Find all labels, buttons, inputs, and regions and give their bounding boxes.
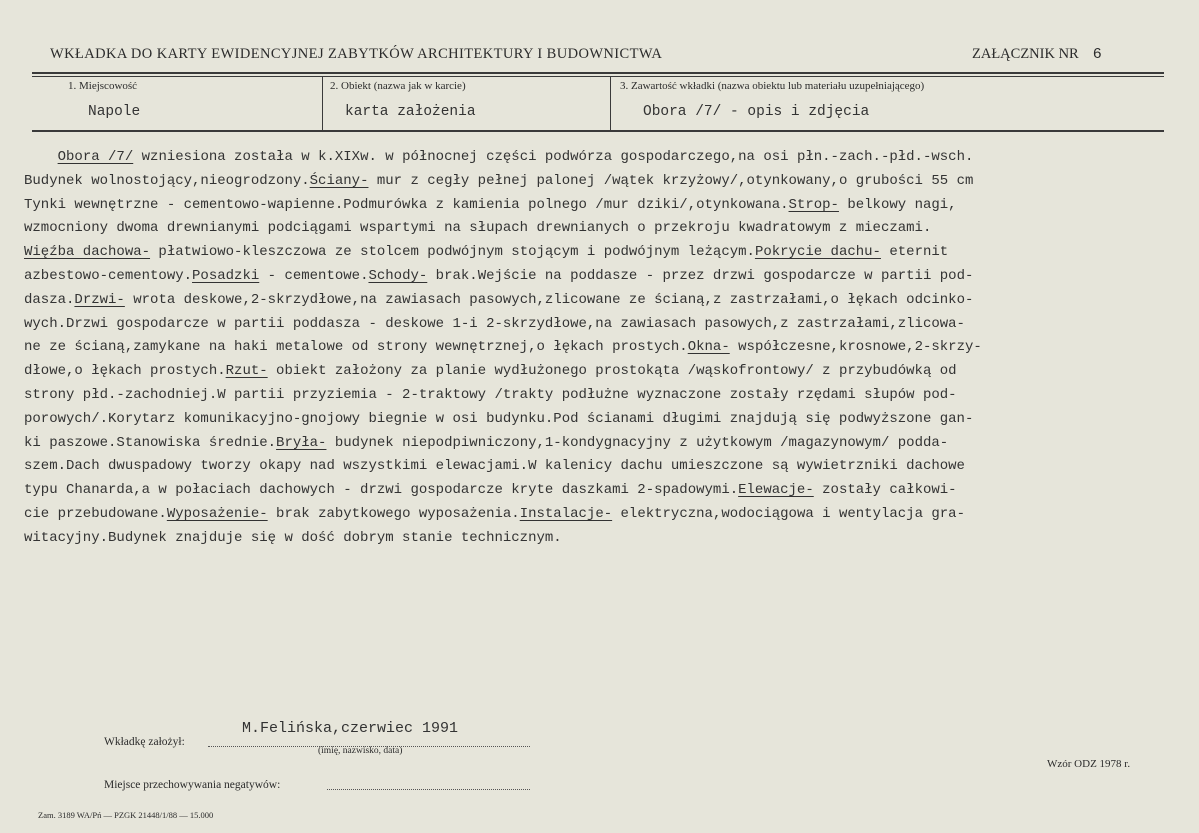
description-segment: zostały całkowi- xyxy=(813,482,957,499)
description-line xyxy=(24,455,1174,479)
annex-label-text: ZAŁĄCZNIK NR xyxy=(972,46,1079,62)
description-line xyxy=(24,360,1174,384)
description-segment: mur z cegły pełnej palonej /wątek krzyżowy/,otynkowany,o grubości 55 cm xyxy=(368,172,974,189)
description-segment: dasza. xyxy=(24,291,75,308)
column-divider-2 xyxy=(610,76,611,131)
description-segment: obiekt założony za planie wydłużonego prostokąta /wąskofrontowy/ z przybudówką od xyxy=(267,363,957,380)
description-segment: wych.Drzwi gospodarcze w partii poddasza - deskowe 1-i 2-skrzydłowe,na zawiasach pasowych,z zastrzałami,zlicowa- xyxy=(24,315,965,332)
header-rule-sub xyxy=(32,76,1164,77)
section-heading: Strop- xyxy=(788,196,839,213)
description-line xyxy=(24,336,1174,360)
section-heading: Ściany- xyxy=(309,172,369,189)
description-segment: wzmocniony dwoma drewnianymi podciągami wspartymi na słupach drewnianych o przekroju kwadratowym z mieczami. xyxy=(24,220,932,237)
description-line xyxy=(24,503,1174,527)
description-segment: - cementowe. xyxy=(259,267,369,284)
description-segment: cie przebudowane. xyxy=(24,505,167,522)
description-line xyxy=(24,384,1174,408)
description-line xyxy=(24,265,1174,289)
column-divider-1 xyxy=(322,76,323,131)
description-segment: ne ze ścianą,zamykane na haki metalowe od strony wewnętrznej,o łękach prostych. xyxy=(24,339,688,356)
description-segment: budynek niepodpiwniczony,1-kondygnacyjny z użytkowym /magazynowym/ podda- xyxy=(326,434,949,451)
description-segment: płatwiowo-kleszczowa ze stolcem podwójnym stojącym i podwójnym leżącym. xyxy=(150,244,755,261)
section-heading: Obora /7/ xyxy=(57,149,134,165)
form-code: Wzór ODZ 1978 r. xyxy=(1047,758,1131,770)
section-heading: Posadzki xyxy=(192,267,260,284)
description-segment: ki paszowe.Stanowiska średnie. xyxy=(24,434,277,451)
print-info: Zam. 3189 WA/Pń — PZGK 21448/1/88 — 15.000 xyxy=(38,810,214,820)
description-text xyxy=(24,146,1174,551)
header-rule-top xyxy=(32,72,1164,74)
description-line xyxy=(24,217,1174,241)
object-label: 2. Obiekt (nazwa jak w karcie) xyxy=(330,80,466,92)
header-rule-bottom xyxy=(32,130,1164,132)
description-segment: brak.Wejście na poddasze - przez drzwi gospodarcze w partii pod- xyxy=(427,267,974,284)
author-label: Wkładkę założył: xyxy=(104,736,185,748)
description-segment: szem.Dach dwuspadowy tworzy okapy nad wszystkimi elewacjami.W kalenicy dachu umieszczone są wywietrzniki dachowe xyxy=(24,458,965,475)
annex-number: 6 xyxy=(1092,46,1102,63)
section-heading: Wyposażenie- xyxy=(166,505,268,522)
author-caption: (imię, nazwisko, data) xyxy=(318,746,403,756)
section-heading: Schody- xyxy=(368,267,428,284)
description-segment: dłowe,o łękach prostych. xyxy=(24,363,226,380)
description-segment: azbestowo-cementowy. xyxy=(24,267,193,284)
description-line xyxy=(24,527,1174,551)
storage-dotted-line xyxy=(327,789,530,790)
section-heading: Drzwi- xyxy=(74,291,125,308)
description-line xyxy=(24,313,1174,337)
section-heading: Więźba dachowa- xyxy=(24,244,151,261)
description-segment: belkowy nagi, xyxy=(838,196,957,213)
description-segment xyxy=(24,149,58,165)
description-line xyxy=(24,479,1174,503)
description-line xyxy=(24,432,1174,456)
description-segment: porowych/.Korytarz komunikacyjno-gnojowy biegnie w osi budynku.Pod ścianami długimi znajdują się podwyższone gan- xyxy=(24,410,974,427)
description-segment: Tynki wewnętrzne - cementowo-wapienne.Podmurówka z kamienia polnego /mur dziki/,otynkowana. xyxy=(24,196,789,213)
description-line xyxy=(24,146,1174,170)
author-value: M.Felińska,czerwiec 1991 xyxy=(242,720,459,737)
description-line xyxy=(24,408,1174,432)
description-segment: strony płd.-zachodniej.W partii przyziemia - 2-traktowy /trakty podłużne wyznaczone zostały rzędami słupów pod- xyxy=(24,386,957,403)
section-heading: Elewacje- xyxy=(738,482,814,499)
location-value: Napole xyxy=(88,104,141,120)
object-value: karta założenia xyxy=(345,104,476,120)
description-line xyxy=(24,289,1174,313)
description-segment: typu Chanarda,a w połaciach dachowych - drzwi gospodarcze kryte daszkami 2-spadowymi. xyxy=(24,482,739,499)
section-heading: Rzut- xyxy=(225,363,268,380)
section-heading: Okna- xyxy=(687,339,730,356)
description-line xyxy=(24,170,1174,194)
description-segment: współczesne,krosnowe,2-skrzy- xyxy=(729,339,982,356)
content-value: Obora /7/ - opis i zdjęcia xyxy=(643,104,870,120)
description-segment: witacyjny.Budynek znajduje się w dość dobrym stanie technicznym. xyxy=(24,529,562,546)
content-label: 3. Zawartość wkładki (nazwa obiektu lub materiału uzupełniającego) xyxy=(620,80,925,92)
description-line xyxy=(24,241,1174,265)
storage-label: Miejsce przechowywania negatywów: xyxy=(104,779,281,791)
section-heading: Pokrycie dachu- xyxy=(754,244,881,261)
location-label: 1. Miejscowość xyxy=(68,80,138,92)
description-segment: eternit xyxy=(880,244,949,261)
form-title: WKŁADKA DO KARTY EWIDENCYJNEJ ZABYTKÓW ARCHITEKTURY I BUDOWNICTWA xyxy=(50,46,663,62)
description-segment: wrota deskowe,2-skrzydłowe,na zawiasach pasowych,zlicowane ze ścianą,z zastrzałami,o łękach odcinko- xyxy=(124,291,974,308)
annex-label xyxy=(972,46,1102,63)
description-segment: Budynek wolnostojący,nieogrodzony. xyxy=(24,172,310,189)
section-heading: Instalacje- xyxy=(519,505,613,522)
description-segment: brak zabytkowego wyposażenia. xyxy=(267,505,520,522)
description-segment: wzniesiona została w k.XIXw. w północnej części podwórza gospodarczego,na osi płn.-zach.-płd.-wsch. xyxy=(133,149,974,165)
section-heading: Bryła- xyxy=(276,434,327,451)
description-line xyxy=(24,194,1174,218)
description-segment: elektryczna,wodociągowa i wentylacja gra- xyxy=(612,505,965,522)
